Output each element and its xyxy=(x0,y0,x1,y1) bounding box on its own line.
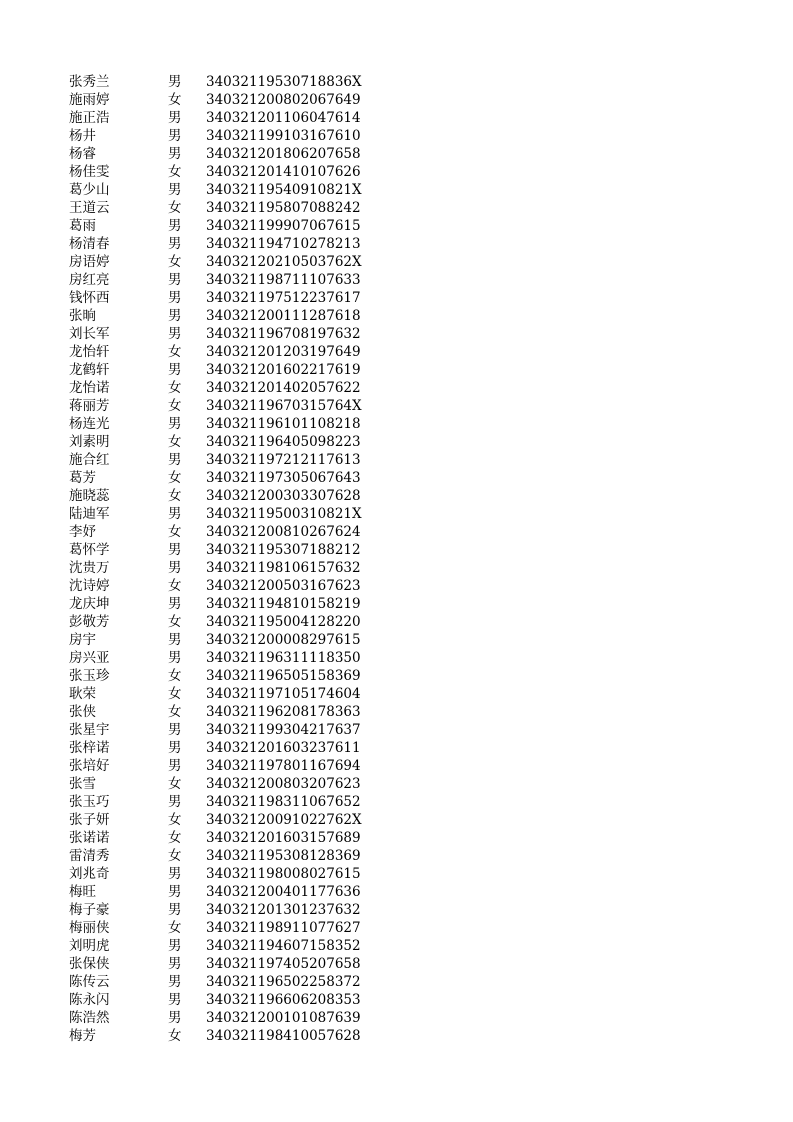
person-id-number: 340321197305067643 xyxy=(206,470,361,486)
table-row xyxy=(69,145,389,163)
person-gender: 男 xyxy=(168,128,182,144)
table-row xyxy=(69,325,389,343)
person-gender: 女 xyxy=(168,488,182,504)
person-gender: 男 xyxy=(168,182,182,198)
table-row xyxy=(69,91,389,109)
person-id-number: 340321200101087639 xyxy=(206,1010,361,1026)
table-row xyxy=(69,415,389,433)
person-name: 刘兆奇 xyxy=(69,866,110,882)
person-gender: 女 xyxy=(168,686,182,702)
person-id-number: 340321198311067652 xyxy=(206,794,361,810)
person-gender: 女 xyxy=(168,614,182,630)
table-row xyxy=(69,847,389,865)
person-name: 房红亮 xyxy=(69,272,110,288)
table-row xyxy=(69,523,389,541)
person-gender: 男 xyxy=(168,884,182,900)
person-id-number: 340321199304217637 xyxy=(206,722,361,738)
person-id-number: 340321200401177636 xyxy=(206,884,361,900)
person-gender: 男 xyxy=(168,974,182,990)
person-gender: 男 xyxy=(168,272,182,288)
person-name: 房兴亚 xyxy=(69,650,110,666)
person-id-number: 340321200802067649 xyxy=(206,92,361,108)
person-name: 刘素明 xyxy=(69,434,110,450)
person-name: 葛雨 xyxy=(69,218,96,234)
table-row xyxy=(69,865,389,883)
table-row xyxy=(69,649,389,667)
person-name: 陈永闪 xyxy=(69,992,110,1008)
person-name: 梅丽侠 xyxy=(69,920,110,936)
person-name: 龙庆坤 xyxy=(69,596,110,612)
person-gender: 女 xyxy=(168,668,182,684)
person-name: 蒋丽芳 xyxy=(69,398,110,414)
person-gender: 男 xyxy=(168,326,182,342)
person-gender: 男 xyxy=(168,740,182,756)
person-id-number: 340321198410057628 xyxy=(206,1028,361,1044)
person-id-number: 340321201203197649 xyxy=(206,344,361,360)
person-id-number: 340321201402057622 xyxy=(206,380,361,396)
person-name: 张雪 xyxy=(69,776,96,792)
person-id-number: 340321201301237632 xyxy=(206,902,361,918)
person-name: 张侠 xyxy=(69,704,96,720)
person-name: 刘明虎 xyxy=(69,938,110,954)
person-gender: 女 xyxy=(168,92,182,108)
person-id-number: 340321195308128369 xyxy=(206,848,361,864)
person-name: 张保侠 xyxy=(69,956,110,972)
person-name: 张玉巧 xyxy=(69,794,110,810)
person-name: 张晌 xyxy=(69,308,96,324)
table-row xyxy=(69,217,389,235)
person-id-number: 340321200810267624 xyxy=(206,524,361,540)
person-id-number: 340321200303307628 xyxy=(206,488,361,504)
person-id-number: 34032120210503762X xyxy=(206,254,362,270)
person-gender: 男 xyxy=(168,596,182,612)
table-row xyxy=(69,775,389,793)
person-id-number: 340321199907067615 xyxy=(206,218,361,234)
person-gender: 男 xyxy=(168,362,182,378)
person-name: 梅子豪 xyxy=(69,902,110,918)
person-name: 李妤 xyxy=(69,524,96,540)
person-id-number: 340321197105174604 xyxy=(206,686,361,702)
person-id-number: 34032119530718836X xyxy=(206,74,362,90)
person-name: 陆迪军 xyxy=(69,506,110,522)
table-row xyxy=(69,811,389,829)
person-gender: 男 xyxy=(168,1010,182,1026)
person-gender: 女 xyxy=(168,776,182,792)
person-gender: 男 xyxy=(168,542,182,558)
person-name: 葛少山 xyxy=(69,182,110,198)
person-gender: 男 xyxy=(168,650,182,666)
table-row xyxy=(69,541,389,559)
table-row xyxy=(69,721,389,739)
person-name: 杨睿 xyxy=(69,146,96,162)
person-name: 梅旺 xyxy=(69,884,96,900)
table-row xyxy=(69,667,389,685)
person-gender: 女 xyxy=(168,830,182,846)
table-row xyxy=(69,181,389,199)
person-name: 施正浩 xyxy=(69,110,110,126)
person-id-number: 340321195307188212 xyxy=(206,542,361,558)
person-id-number: 340321195004128220 xyxy=(206,614,361,630)
person-gender: 女 xyxy=(168,704,182,720)
person-gender: 女 xyxy=(168,1028,182,1044)
person-name: 刘长军 xyxy=(69,326,110,342)
table-row xyxy=(69,901,389,919)
table-row xyxy=(69,1027,389,1045)
table-row xyxy=(69,109,389,127)
person-name: 龙怡轩 xyxy=(69,344,110,360)
person-name: 王道云 xyxy=(69,200,110,216)
person-id-number: 340321200008297615 xyxy=(206,632,361,648)
table-row xyxy=(69,757,389,775)
person-id-number: 340321196405098223 xyxy=(206,434,361,450)
person-id-number: 340321201410107626 xyxy=(206,164,361,180)
table-row xyxy=(69,739,389,757)
person-id-number: 340321196606208353 xyxy=(206,992,361,1008)
person-id-number: 340321194607158352 xyxy=(206,938,361,954)
table-row xyxy=(69,397,389,415)
person-id-number: 340321201603237611 xyxy=(206,740,361,756)
person-id-number: 340321196311118350 xyxy=(206,650,361,666)
table-row xyxy=(69,343,389,361)
person-name: 彭敬芳 xyxy=(69,614,110,630)
table-row xyxy=(69,595,389,613)
person-gender: 女 xyxy=(168,200,182,216)
person-id-number: 340321198711107633 xyxy=(206,272,361,288)
person-name: 杨井 xyxy=(69,128,96,144)
table-row xyxy=(69,127,389,145)
person-gender: 男 xyxy=(168,416,182,432)
person-id-number: 340321195807088242 xyxy=(206,200,361,216)
table-row xyxy=(69,307,389,325)
table-row xyxy=(69,271,389,289)
person-id-number: 340321196101108218 xyxy=(206,416,361,432)
table-row xyxy=(69,487,389,505)
person-name: 杨佳雯 xyxy=(69,164,110,180)
person-name: 杨清春 xyxy=(69,236,110,252)
person-gender: 女 xyxy=(168,578,182,594)
person-id-number: 340321197212117613 xyxy=(206,452,361,468)
person-name: 张诺诺 xyxy=(69,830,110,846)
person-id-number: 340321200803207623 xyxy=(206,776,361,792)
person-name: 施晓蕊 xyxy=(69,488,110,504)
table-row xyxy=(69,703,389,721)
table-row xyxy=(69,361,389,379)
person-name: 房宇 xyxy=(69,632,96,648)
person-name: 龙怡诺 xyxy=(69,380,110,396)
person-name: 张培好 xyxy=(69,758,110,774)
table-row xyxy=(69,1009,389,1027)
person-name: 沈贵万 xyxy=(69,560,110,576)
table-row xyxy=(69,469,389,487)
person-gender: 女 xyxy=(168,434,182,450)
person-gender: 女 xyxy=(168,164,182,180)
person-gender: 女 xyxy=(168,398,182,414)
person-id-number: 340321196208178363 xyxy=(206,704,361,720)
person-gender: 男 xyxy=(168,290,182,306)
table-row xyxy=(69,73,389,91)
person-id-number: 340321197801167694 xyxy=(206,758,361,774)
person-gender: 男 xyxy=(168,722,182,738)
person-gender: 男 xyxy=(168,956,182,972)
table-row xyxy=(69,685,389,703)
person-name: 张梓诺 xyxy=(69,740,110,756)
person-gender: 男 xyxy=(168,506,182,522)
table-row xyxy=(69,937,389,955)
person-id-number: 340321201603157689 xyxy=(206,830,361,846)
person-name: 张玉珍 xyxy=(69,668,110,684)
table-row xyxy=(69,577,389,595)
person-gender: 男 xyxy=(168,632,182,648)
person-id-number: 340321196505158369 xyxy=(206,668,361,684)
table-row xyxy=(69,163,389,181)
table-row xyxy=(69,883,389,901)
person-id-number: 340321198106157632 xyxy=(206,560,361,576)
person-id-number: 340321198911077627 xyxy=(206,920,361,936)
person-gender: 男 xyxy=(168,794,182,810)
table-row xyxy=(69,829,389,847)
table-row xyxy=(69,631,389,649)
person-gender: 男 xyxy=(168,146,182,162)
person-id-number: 340321194810158219 xyxy=(206,596,361,612)
person-gender: 男 xyxy=(168,866,182,882)
person-id-number: 340321199103167610 xyxy=(206,128,361,144)
person-gender: 女 xyxy=(168,812,182,828)
table-row xyxy=(69,973,389,991)
person-gender: 男 xyxy=(168,758,182,774)
person-name: 葛怀学 xyxy=(69,542,110,558)
table-row xyxy=(69,505,389,523)
person-name: 葛芳 xyxy=(69,470,96,486)
table-row xyxy=(69,289,389,307)
person-name: 杨连光 xyxy=(69,416,110,432)
person-gender: 女 xyxy=(168,848,182,864)
person-gender: 女 xyxy=(168,920,182,936)
person-gender: 男 xyxy=(168,938,182,954)
person-name: 钱怀西 xyxy=(69,290,110,306)
person-id-number: 34032119670315764X xyxy=(206,398,362,414)
person-gender: 女 xyxy=(168,380,182,396)
person-id-number: 340321194710278213 xyxy=(206,236,361,252)
person-name: 耿荣 xyxy=(69,686,96,702)
person-name: 张秀兰 xyxy=(69,74,110,90)
person-id-number: 34032120091022762X xyxy=(206,812,362,828)
person-name: 房语婷 xyxy=(69,254,110,270)
table-row xyxy=(69,235,389,253)
person-name: 施雨婷 xyxy=(69,92,110,108)
table-row xyxy=(69,559,389,577)
person-gender: 男 xyxy=(168,902,182,918)
table-row xyxy=(69,451,389,469)
person-id-number: 340321200503167623 xyxy=(206,578,361,594)
person-id-number: 340321201602217619 xyxy=(206,362,361,378)
person-id-number: 340321197512237617 xyxy=(206,290,361,306)
table-row xyxy=(69,433,389,451)
table-row xyxy=(69,253,389,271)
person-name: 陈浩然 xyxy=(69,1010,110,1026)
person-id-number: 340321197405207658 xyxy=(206,956,361,972)
table-row xyxy=(69,955,389,973)
person-gender: 男 xyxy=(168,308,182,324)
person-id-number: 34032119500310821X xyxy=(206,506,362,522)
person-gender: 男 xyxy=(168,74,182,90)
person-gender: 女 xyxy=(168,344,182,360)
person-gender: 女 xyxy=(168,524,182,540)
table-row xyxy=(69,991,389,1009)
person-id-number: 340321200111287618 xyxy=(206,308,361,324)
person-id-number: 34032119540910821X xyxy=(206,182,362,198)
person-gender: 女 xyxy=(168,470,182,486)
roster-table xyxy=(69,73,389,1045)
person-name: 施合红 xyxy=(69,452,110,468)
person-name: 张星宇 xyxy=(69,722,110,738)
person-name: 张子妍 xyxy=(69,812,110,828)
person-gender: 男 xyxy=(168,218,182,234)
table-row xyxy=(69,613,389,631)
person-id-number: 340321201106047614 xyxy=(206,110,361,126)
person-gender: 男 xyxy=(168,452,182,468)
person-name: 沈诗婷 xyxy=(69,578,110,594)
person-gender: 男 xyxy=(168,992,182,1008)
table-row xyxy=(69,919,389,937)
person-name: 陈传云 xyxy=(69,974,110,990)
person-gender: 男 xyxy=(168,236,182,252)
person-name: 梅芳 xyxy=(69,1028,96,1044)
person-gender: 男 xyxy=(168,560,182,576)
person-gender: 男 xyxy=(168,110,182,126)
person-id-number: 340321198008027615 xyxy=(206,866,361,882)
person-name: 雷清秀 xyxy=(69,848,110,864)
person-id-number: 340321196708197632 xyxy=(206,326,361,342)
person-id-number: 340321201806207658 xyxy=(206,146,361,162)
person-name: 龙鹤轩 xyxy=(69,362,110,378)
person-id-number: 340321196502258372 xyxy=(206,974,361,990)
table-row xyxy=(69,199,389,217)
person-gender: 女 xyxy=(168,254,182,270)
table-row xyxy=(69,379,389,397)
table-row xyxy=(69,793,389,811)
